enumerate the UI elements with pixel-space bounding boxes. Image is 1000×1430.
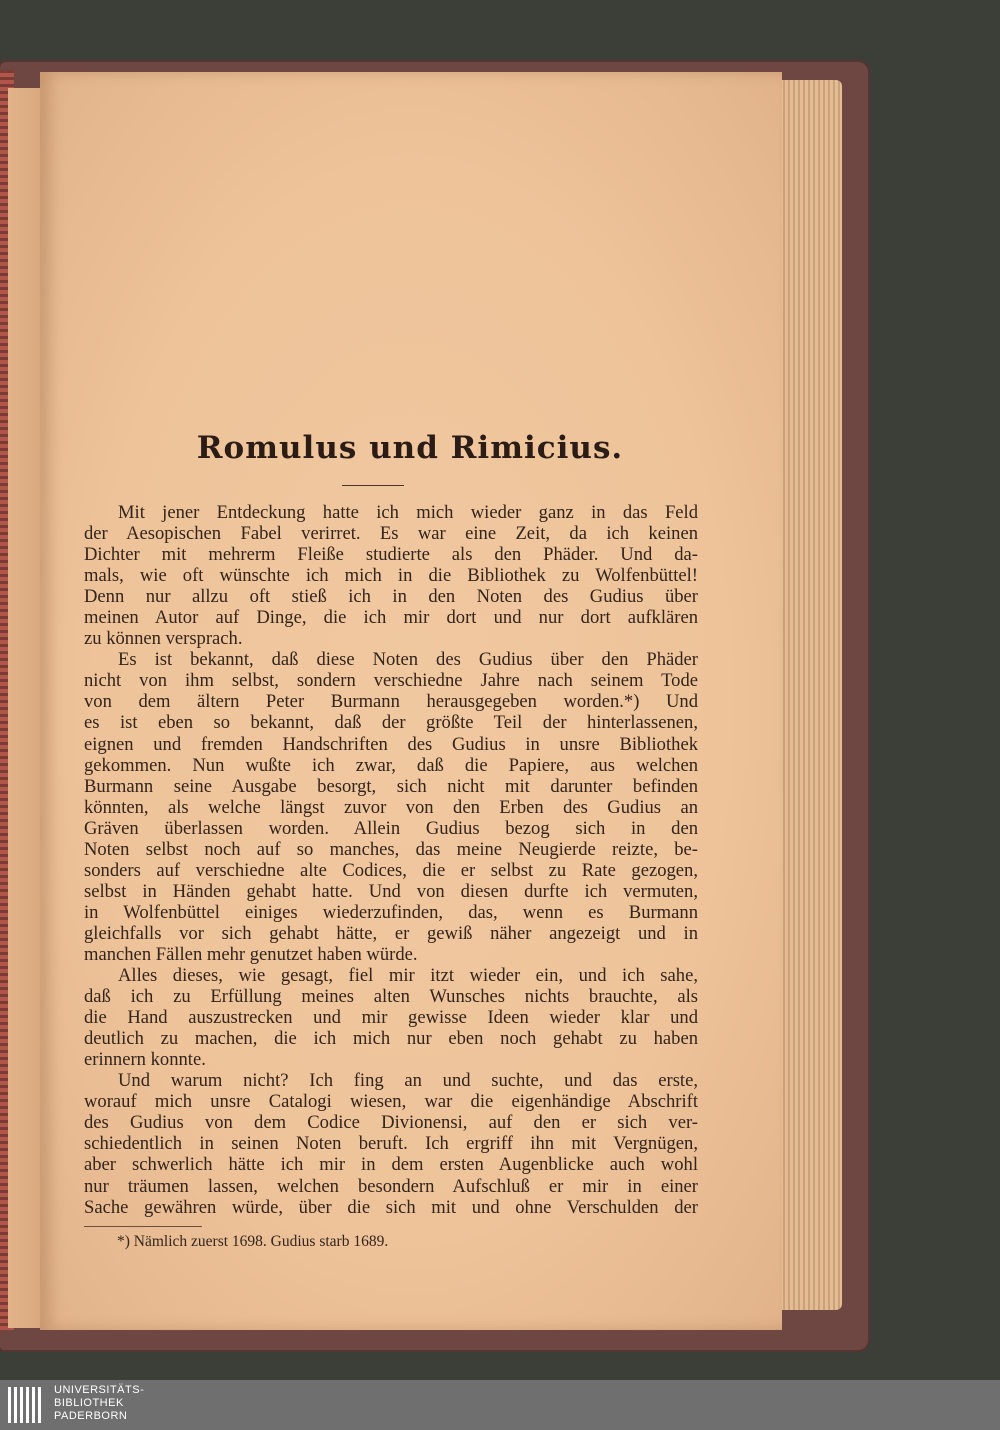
footnote: *) Nämlich zuerst 1698. Gudius starb 1689. xyxy=(117,1233,389,1250)
text-line: erinnern konnte. xyxy=(84,1049,206,1071)
text-line: Mit jener Entdeckung hatte ich mich wieder ganz in das Feld xyxy=(118,502,698,523)
text-line: eignen und fremden Handschriften des Gudius in unsre Bibliothek xyxy=(84,733,698,755)
text-line: deutlich zu machen, die ich mich nur eben noch gehabt zu haben xyxy=(84,1028,698,1050)
library-name-line: PADERBORN xyxy=(54,1410,128,1422)
title-rule xyxy=(342,485,404,486)
text-line: Sache gewähren würde, über die sich mit und ohne Verschulden der xyxy=(84,1196,698,1218)
text-line: nur träumen lassen, welchen besondern Aufschluß er mir in einer xyxy=(84,1175,698,1197)
text-line: Denn nur allzu oft stieß ich in den Noten des Gudius über xyxy=(84,586,698,608)
text-line: aber schwerlich hätte ich mir in dem ersten Augenblicke auch wohl xyxy=(84,1154,698,1176)
chapter-title: Romulus und Rimicius. xyxy=(196,430,624,466)
text-line: die Hand auszustrecken und mir gewisse Ideen wieder klar und xyxy=(84,1007,698,1029)
text-line: meinen Autor auf Dinge, die ich mir dort und nur dort aufklären xyxy=(84,607,698,629)
text-line: könnten, als welche längst zuvor von den Erben des Gudius an xyxy=(84,796,698,818)
library-name-line: BIBLIOTHEK xyxy=(54,1397,124,1409)
text-line: Noten selbst noch auf so manches, das meine Neugierde reizte, be- xyxy=(84,838,698,860)
text-line: Es ist bekannt, daß diese Noten des Gudius über den Phäder xyxy=(118,649,698,671)
text-line: in Wolfenbüttel einiges wiederzufinden, das, wenn es Burmann xyxy=(84,901,698,923)
library-logo-icon xyxy=(8,1387,44,1423)
footnote-rule xyxy=(84,1226,202,1227)
text-line: manchen Fällen mehr genutzet haben würde. xyxy=(84,943,418,965)
library-name xyxy=(54,1384,144,1423)
text-line: gekommen. Nun wußte ich zwar, daß die Papiere, aus welchen xyxy=(84,754,698,776)
text-line: Alles dieses, wie gesagt, fiel mir itzt wieder ein, und ich sahe, xyxy=(118,965,698,987)
text-line: von dem ältern Peter Burmann herausgegeben worden.*) Und xyxy=(84,691,698,713)
library-name-line: UNIVERSITÄTS- xyxy=(54,1384,145,1396)
text-line: worauf mich unsre Catalogi wiesen, war die eigenhändige Abschrift xyxy=(84,1091,698,1113)
text-line: sonders auf verschiedne alte Codices, die er selbst zu Rate gezogen, xyxy=(84,859,698,881)
text-line: mals, wie oft wünschte ich mich in die Bibliothek zu Wolfenbüttel! xyxy=(84,565,698,587)
text-line: daß ich zu Erfüllung meines alten Wunsches nichts brauchte, als xyxy=(84,986,698,1008)
text-line: gleichfalls vor sich gehabt hätte, er gewiß näher angezeigt und in xyxy=(84,922,698,944)
text-line: des Gudius von dem Codice Divionensi, auf den er sich ver- xyxy=(84,1112,698,1134)
text-line: der Aesopischen Fabel verirret. Es war eine Zeit, da ich keinen xyxy=(84,523,698,545)
text-line: Dichter mit mehrerm Fleiße studierte als den Phäder. Und da- xyxy=(84,544,698,566)
body-text xyxy=(84,502,698,1218)
library-footer xyxy=(0,1380,1000,1430)
text-line: Gräven überlassen worden. Allein Gudius bezog sich in den xyxy=(84,817,698,839)
text-line: nicht von ihm selbst, sondern verschiedne Jahre nach seinem Tode xyxy=(84,670,698,692)
text-line: es ist eben so bekannt, daß der größte Teil der hinterlassenen, xyxy=(84,712,698,734)
text-line: schiedentlich in seinen Noten beruft. Ich ergriff ihn mit Vergnügen, xyxy=(84,1133,698,1155)
text-line: Burmann seine Ausgabe besorgt, sich nicht mit darunter befinden xyxy=(84,775,698,797)
text-line: Und warum nicht? Ich fing an und suchte, und das erste, xyxy=(118,1070,698,1092)
text-line: selbst in Händen gehabt hatte. Und von diesen durfte ich vermuten, xyxy=(84,880,698,902)
book-page xyxy=(40,72,782,1330)
text-line: zu können versprach. xyxy=(84,628,243,650)
